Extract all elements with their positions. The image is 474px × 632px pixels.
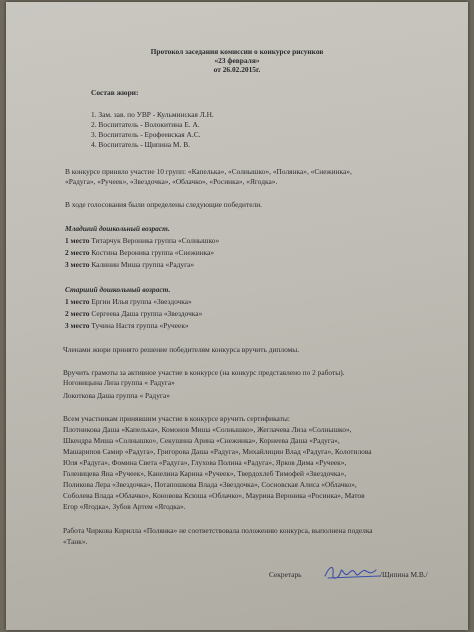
document-page [6,2,468,630]
senior-place-3: 3 место Тучина Настя группа «Ручеек» [65,321,189,330]
senior-place-2: 2 место Сергеева Даша группа «Звездочка» [65,309,203,318]
jury-member: 4. Воспитатель - Щипина М. В. [91,140,190,149]
jury-member: 3. Воспитатель - Ерофеевская А.С. [91,130,201,139]
certificates-line: Юля «Радуга», Фомина Света «Радуга», Глухова Полина «Радуга», Ярков Дима «Ручеек», [63,458,347,467]
jury-member: 2. Воспитатель - Волокитина Е. А. [91,120,200,129]
certificates-line: Егор «Ягодка», Зубов Артем «Ягодка». [63,502,186,511]
junior-place-1: 1 место Титарчук Вероника группа «Солнышко» [65,236,220,245]
secretary-name: /Щипина М.В./ [380,570,428,579]
title-line-3: от 26.02.2015г. [213,65,261,74]
junior-place-2: 2 место Костина Вероника группа «Снежинка» [65,248,215,257]
participation-text: В конкурсе приняло участие 10 групп: «Капелька», «Солнышко», «Полянка», «Снежинка», [65,167,352,176]
signature-image [322,562,384,584]
gramota-text: Вручить грамоты за активное участие в конкурсе (на конкурс представлено по 2 работы). [63,368,345,377]
certificates-line: Всем участникам принявшим участие в конкурсе вручить сертификаты: [63,414,290,423]
senior-place-1: 1 место Ергин Илья группа «Звездочка» [65,297,192,306]
certificates-line: Плотникова Даша «Капелька», Комонов Миша «Солнышко», Жеглачева Лиза «Солнышко», [63,425,352,434]
junior-place-3: 3 место Калинин Миша группа «Радуга» [65,260,195,269]
secretary-label: Секретарь [269,570,302,579]
voting-text: В ходе голосования были определены следующие победители. [65,200,263,209]
diplomas-text: Членами жюри принято решение победителям конкурса вручить дипломы. [63,345,300,354]
note-text: «Танк». [63,537,88,546]
participation-text: «Радуга», «Ручеек», «Звездочка», «Облачко», «Росинка», «Ягодка». [65,177,278,186]
certificates-line: Соболева Влада «Облачко», Коновова Ксюша «Облачко», Маурина Вероника «Росинка», Матов [63,491,365,500]
certificates-line: Машарипов Самир «Радуга», Григорова Даша «Радуга», Михайлицин Влад «Радуга», Колотилова [63,447,372,456]
certificates-line: Голеницева Яна «Ручеек», Канелина Карина «Ручеек», Твердохлеб Тимофей «Звездочка», [63,469,347,478]
gramota-recipient: Ноговицына Лиза группа « Радуга» [63,378,175,387]
title-line-2: «23 февраля» [214,56,260,65]
title-line-1: Протокол заседания комиссии о конкурсе рисунков [150,47,324,56]
certificates-line: Поликова Лера «Звездочка», Потапошкова Влада «Звездочка», Сосновская Алиса «Облачко», [63,480,357,489]
note-text: Работа Чиркова Кирилла «Полянка» не соответствовала положению конкурса, выполнена поделка [63,526,373,535]
junior-heading: Младший дошкольный возраст. [65,224,170,233]
jury-member: 1. Зам. зав. по УВР - Кульминская Л.Н. [91,110,214,119]
gramota-recipient: Локоткова Даша группа « Радуга» [63,391,170,400]
certificates-line: Шкендра Миша «Солнышко», Секушина Арина «Снежинка», Корнеева Даша «Радуга», [63,436,340,445]
senior-heading: Старший дошкольный возраст. [65,285,171,294]
jury-heading: Состав жюри: [91,88,139,97]
